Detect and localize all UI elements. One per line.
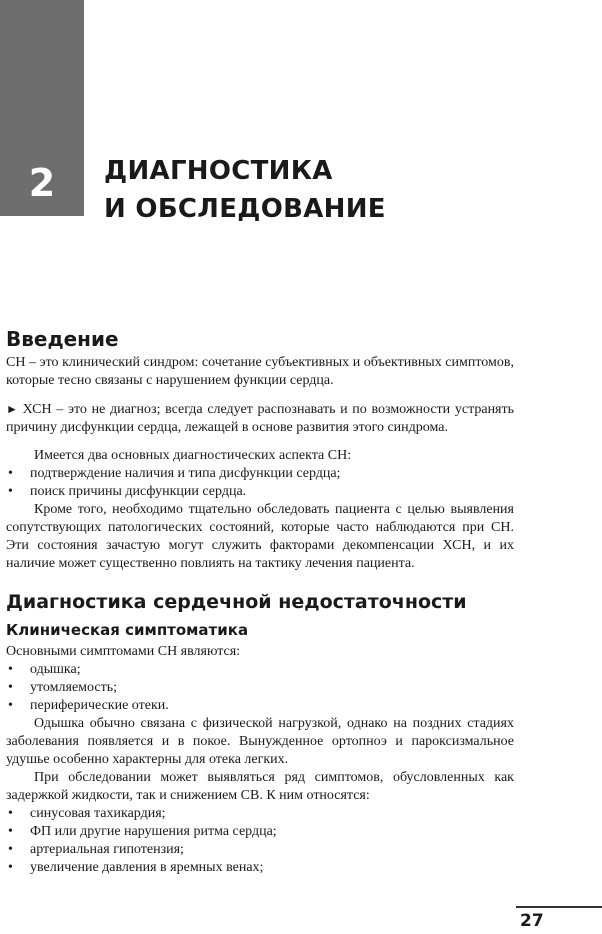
signs-list	[6, 805, 514, 877]
intro-paragraph-1: СН – это клинический синдром: сочетание субъективных и объективных симптомов, которые тесно связаны с нарушением функции сердца.	[6, 355, 514, 388]
arrow-marker-icon: ►	[6, 402, 18, 416]
page-number-rule	[516, 906, 602, 908]
chapter-title	[104, 152, 386, 228]
examination-paragraph: При обследовании может выявляться ряд симптомов, обусловленных как задержкой жидкости, так и снижением СВ. К ним относятся:	[6, 770, 514, 803]
symptoms-subheading: Клиническая симптоматика	[6, 621, 249, 639]
list-item: • артериальная гипотензия;	[6, 841, 514, 859]
intro-paragraph-2	[6, 400, 514, 437]
page-content	[6, 326, 514, 877]
list-item: • увеличение давления в яремных венах;	[6, 859, 514, 877]
dyspnea-paragraph: Одышка обычно связана с физической нагрузкой, однако на поздних стадиях заболевания появляется и в покое. Вынужденное ортопноэ и пароксизмальное удушье особенно характерны для отека легких.	[6, 716, 514, 767]
list-item: • синусовая тахикардия;	[6, 805, 514, 823]
list-item: • поиск причины дисфункции сердца.	[6, 483, 514, 501]
intro-paragraph-4: Кроме того, необходимо тщательно обследовать пациента с целью выявления сопутствующих патологических состояний, которые часто наблюдаются при СН. Эти состояния зачастую могут служить факторами декомпенсации ХСН, и их наличие может существенно повлиять на тактику лечения пациента.	[6, 502, 514, 571]
list-item: • периферические отеки.	[6, 697, 514, 715]
chapter-number: 2	[28, 161, 56, 205]
intro-aspects-list	[6, 465, 514, 501]
page-number: 27	[520, 911, 544, 931]
list-item: • ФП или другие нарушения ритма сердца;	[6, 823, 514, 841]
chapter-title-line-2: И ОБСЛЕДОВАНИЕ	[104, 194, 386, 224]
list-item: • подтверждение наличия и типа дисфункции сердца;	[6, 465, 514, 483]
list-item: • одышка;	[6, 661, 514, 679]
list-item: • утомляемость;	[6, 679, 514, 697]
chapter-title-line-1: ДИАГНОСТИКА	[104, 156, 333, 186]
diagnostics-heading: Диагностика сердечной недостаточности	[6, 591, 467, 613]
symptoms-intro: Основными симптомами СН являются:	[6, 644, 241, 659]
intro-heading: Введение	[6, 327, 119, 351]
intro-paragraph-2-text: ХСН – это не диагноз; всегда следует распознавать и по возможности устранять причину дисфункции сердца, лежащей в основе развития этого синдрома.	[6, 402, 515, 435]
intro-paragraph-3: Имеется два основных диагностических аспекта СН:	[34, 448, 352, 463]
symptoms-list	[6, 661, 514, 715]
chapter-number-block	[0, 0, 84, 216]
